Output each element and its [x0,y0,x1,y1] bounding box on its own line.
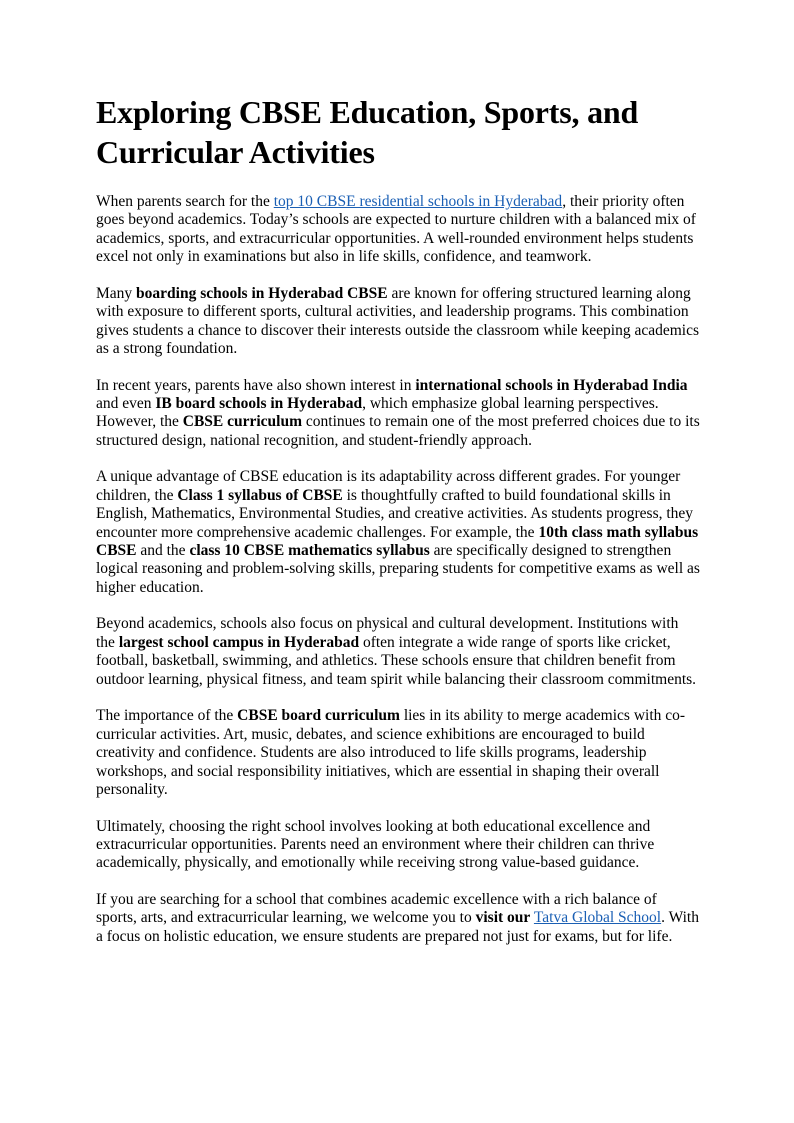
link-tatva-global-school[interactable]: Tatva Global School [533,909,662,927]
paragraph-boarding-schools: Many boarding schools in Hyderabad CBSE are known for offering structured learning along with exposure to different sports, cultural activities, and leadership programs. This combination gives students a chance to discover their interests outside the classroom while keeping academics as a strong foundation. [96,284,700,358]
paragraph-curriculum: The importance of the CBSE board curriculum lies in its ability to merge academics with co-curricular activities. Art, music, debates, and science exhibitions are encouraged to build creativity and confidence. Students are also introduced to life skills programs, leadership workshops, and social responsibility initiatives, which are essential in shaping their overall personality. [96,707,686,798]
paragraph-international-schools: In recent years, parents have also shown interest in international schools in Hyderabad India and even IB board schools in Hyderabad, which emphasize global learning perspectives. However, the CBSE curriculum continues to remain one of the most preferred choices due to its structured design, national recognition, and student-friendly approach. [96,376,700,449]
page-title: Exploring CBSE Education, Sports, and Curricular Activities [96,94,639,170]
paragraph-call-to-action: If you are searching for a school that combines academic excellence with a rich balance of sports, arts, and extracurricular learning, we welcome you to visit our Tatva Global School. With a focus on holistic education, we ensure students are prepared not just for exams, but for life. [96,890,699,945]
document-page [96,92,700,946]
paragraph-intro: When parents search for the top 10 CBSE residential schools in Hyderabad, their priority often goes beyond academics. Today’s schools are expected to nurture children with a balanced mix of academics, sports, and extracurricular opportunities. A well-rounded environment helps students excel not only in examinations but also in life skills, confidence, and teamwork. [96,193,696,266]
link-top-10-cbse-residential-schools[interactable]: top 10 CBSE residential schools in Hyderabad [273,193,563,210]
paragraph-syllabus: A unique advantage of CBSE education is its adaptability across different grades. For younger children, the Class 1 syllabus of CBSE is thoughtfully crafted to build foundational skills in English, Mathematics, Environmental Studies, and creative activities. As students progress, they encounter more comprehensive academic challenges. For example, the 10th class math syllabus CBSE and the class 10 CBSE mathematics syllabus are specifically designed to strengthen logical reasoning and problem-solving skills, preparing students for competitive exams as well as higher education. [96,468,700,596]
paragraph-sports: Beyond academics, schools also focus on physical and cultural development. Institutions with the largest school campus in Hyderabad often integrate a wide range of sports like cricket, football, basketball, swimming, and athletics. These schools ensure that children benefit from outdoor learning, physical fitness, and team spirit while balancing their classroom commitments. [96,615,697,688]
paragraph-conclusion: Ultimately, choosing the right school involves looking at both educational excellence and extracurricular opportunities. Parents need an environment where their children can thrive academically, physically, and emotionally while receiving strong value-based guidance. [96,817,655,872]
